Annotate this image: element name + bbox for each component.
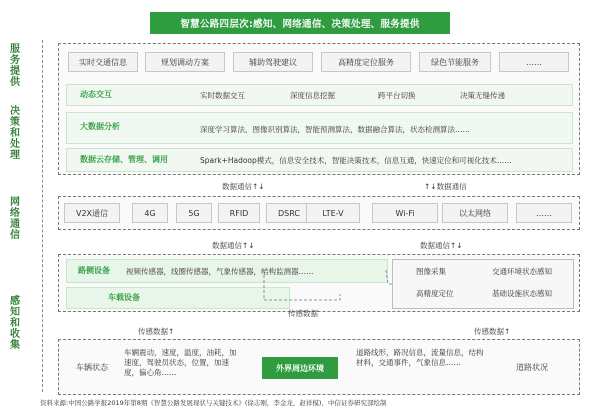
collect-road-detail: 道路线形，路况信息，流量信息，结构材料，交通事件，气象信息…… xyxy=(356,348,484,367)
layer-label-network: 网络通信 xyxy=(10,197,20,241)
decision-cloud-text: Spark+Hadoop模式，信息安全技术，智能决策技术，信息互通，快速定位和可视化技术…… xyxy=(200,156,512,165)
roadside-device-label: 路侧设备 xyxy=(78,266,110,275)
service-item-5: 绿色节能服务 xyxy=(419,52,491,72)
network-item-4g: 4G xyxy=(132,203,168,223)
decision-item-4: 决策无缝传递 xyxy=(460,91,505,100)
sensing-traffic-env: 交通环境状态感知 xyxy=(492,267,552,276)
network-item-5g: 5G xyxy=(176,203,212,223)
sensing-image-capture: 图像采集 xyxy=(416,267,446,276)
network-item-more: …… xyxy=(516,203,572,223)
service-item-1: 实时交通信息 xyxy=(68,52,138,72)
roadside-connector xyxy=(386,270,392,284)
decision-label-interaction: 动态交互 xyxy=(80,90,112,99)
decision-label-bigdata: 大数据分析 xyxy=(80,122,120,131)
network-item-ltev: LTE-V xyxy=(306,203,360,223)
network-item-wifi: Wi-Fi xyxy=(372,203,438,223)
decision-item-2: 深度信息挖掘 xyxy=(290,91,335,100)
service-item-3: 辅助驾驶建议 xyxy=(233,52,313,72)
sensing-connector xyxy=(264,270,340,300)
network-item-rfid: RFID xyxy=(218,203,260,223)
source-note: 资料来源:中国公路学报2019年第8期《智慧公路发展现状与关键技术》(徐志刚，李金龙，赵祥模)，中信证券研究部绘制 xyxy=(40,399,387,407)
network-comm-top-left: 数据通信↑↓ xyxy=(222,182,265,191)
network-item-dsrc: DSRC xyxy=(266,203,312,223)
service-item-more: …… xyxy=(499,52,569,72)
vehicle-device-label: 车载设备 xyxy=(108,293,140,302)
decision-label-cloud: 数据云存储、管理、调用 xyxy=(80,155,168,164)
network-comm-top-right: ↑↓数据通信 xyxy=(424,182,467,191)
collect-vehicle-state: 车辆状态 xyxy=(76,363,108,372)
sensing-data-mid: 传感数据 xyxy=(288,309,318,318)
layer-label-decision: 决策和处理 xyxy=(10,106,20,161)
sensing-data-right: 传感数据↑ xyxy=(474,327,511,336)
network-item-ethernet: 以太网络 xyxy=(442,203,508,223)
diagram-title: 智慧公路四层次:感知、网络通信、决策处理、服务提供 xyxy=(150,12,450,34)
sensing-infrastructure: 基础设施状态感知 xyxy=(492,289,552,298)
decision-bigdata-text: 深度学习算法，图像识别算法，智能预测算法，数据融合算法，状态检测算法…… xyxy=(200,125,470,134)
service-item-2: 规划调动方案 xyxy=(145,52,225,72)
collect-vehicle-detail: 车辆震动，速度，温度，油耗，加速度，驾驶员状态，位置，加速度，偏心角…… xyxy=(124,348,237,377)
network-comm-bottom-right: 数据通信↑↓ xyxy=(420,241,463,250)
layer-label-service: 服务提供 xyxy=(10,44,20,88)
collect-env-label: 外界周边环境 xyxy=(262,357,338,379)
sensing-hd-positioning: 高精度定位 xyxy=(416,289,454,298)
collect-road-state: 道路状况 xyxy=(516,363,548,372)
roadside-device-text: 视频传感器，线圈传感器，气象传感器，结构监测器…… xyxy=(126,267,314,276)
network-item-v2x: V2X通信 xyxy=(64,203,120,223)
layer-label-sensing: 感知和收集 xyxy=(10,296,20,351)
decision-item-1: 实时数据交互 xyxy=(200,91,245,100)
sensing-data-left: 传感数据↑ xyxy=(138,327,175,336)
network-comm-bottom-left: 数据通信↑↓ xyxy=(212,241,255,250)
decision-item-3: 跨平台切换 xyxy=(378,91,416,100)
service-item-4: 高精度定位服务 xyxy=(321,52,411,72)
